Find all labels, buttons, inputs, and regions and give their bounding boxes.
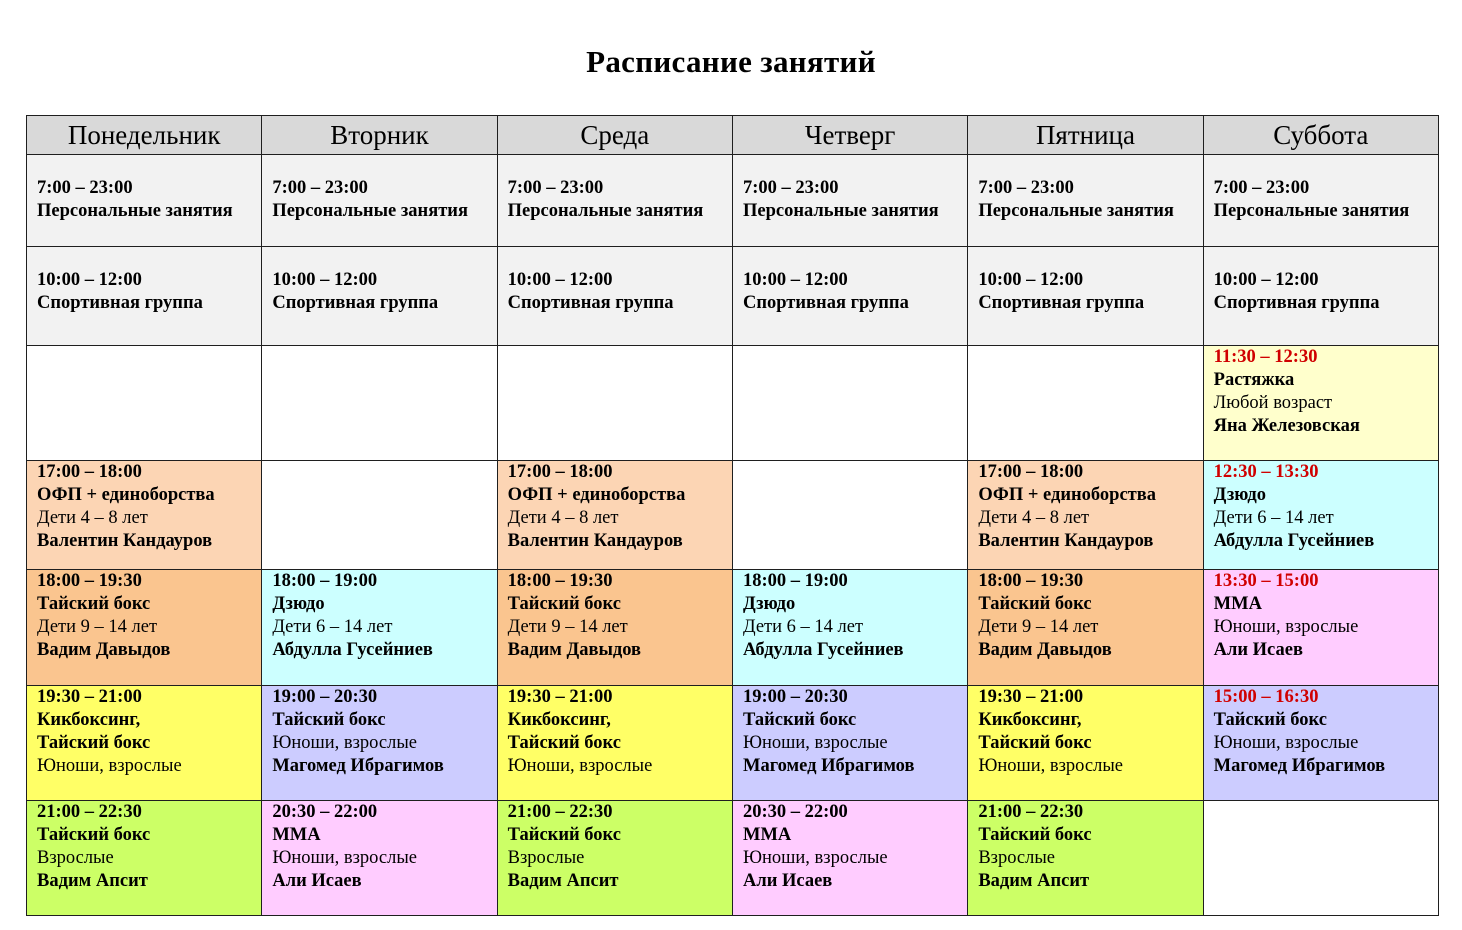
class-time: 18:00 – 19:30 — [507, 571, 613, 591]
empty-cell — [732, 461, 967, 570]
class-coach: Магомед Ибрагимов — [272, 756, 444, 776]
empty-cell — [262, 461, 497, 570]
class-info — [968, 155, 1202, 223]
class-cell — [1203, 155, 1438, 247]
class-cell — [27, 801, 262, 916]
class-time: 13:30 – 15:00 — [1213, 571, 1319, 591]
class-info — [1204, 461, 1438, 553]
schedule-row — [27, 570, 1439, 686]
day-header: Среда — [497, 116, 732, 155]
schedule-row — [27, 461, 1439, 570]
schedule-row — [27, 801, 1439, 916]
class-name: Тайский бокс — [37, 594, 151, 614]
class-time: 18:00 – 19:00 — [742, 571, 848, 591]
class-cell — [1203, 461, 1438, 570]
class-audience: Юноши, взрослые — [37, 756, 182, 776]
class-cell — [497, 570, 732, 686]
class-name: Персональные занятия — [742, 201, 939, 221]
class-cell — [27, 686, 262, 801]
class-info — [262, 686, 496, 778]
class-time: 20:30 – 22:00 — [272, 802, 378, 822]
class-name: ММА — [1213, 594, 1262, 614]
class-name: Тайский бокс — [507, 594, 621, 614]
class-name: Тайский бокс — [507, 733, 621, 753]
class-coach: Валентин Кандауров — [507, 531, 683, 551]
class-time: 17:00 – 18:00 — [37, 462, 142, 482]
class-cell — [1203, 686, 1438, 801]
class-cell — [497, 155, 732, 247]
class-name: Дзюдо — [742, 594, 796, 614]
class-name: Спортивная группа — [37, 293, 203, 313]
class-info — [733, 155, 967, 223]
day-header: Суббота — [1203, 116, 1438, 155]
class-coach: Али Исаев — [742, 871, 833, 891]
class-cell — [262, 247, 497, 346]
class-cell — [1203, 247, 1438, 346]
schedule-table — [26, 115, 1439, 916]
class-audience: Дети 6 – 14 лет — [272, 617, 393, 637]
class-time: 19:00 – 20:30 — [742, 687, 848, 707]
class-coach: Али Исаев — [272, 871, 362, 891]
class-audience: Юноши, взрослые — [507, 756, 653, 776]
class-cell — [968, 155, 1203, 247]
class-audience: Дети 4 – 8 лет — [37, 508, 148, 528]
class-name: Спортивная группа — [507, 293, 674, 313]
class-time: 19:30 – 21:00 — [37, 687, 142, 707]
class-info — [27, 570, 261, 662]
day-header: Пятница — [968, 116, 1203, 155]
class-time: 7:00 – 23:00 — [742, 178, 839, 198]
class-info — [27, 155, 261, 223]
class-info — [27, 686, 261, 778]
class-time: 10:00 – 12:00 — [507, 270, 613, 290]
class-name: Тайский бокс — [37, 825, 151, 845]
class-audience: Юноши, взрослые — [742, 733, 888, 753]
class-audience: Дети 9 – 14 лет — [507, 617, 628, 637]
schedule-row — [27, 346, 1439, 461]
day-header: Вторник — [262, 116, 497, 155]
day-header: Понедельник — [27, 116, 262, 155]
class-coach: Абдулла Гусейниев — [742, 640, 904, 660]
class-cell — [732, 686, 967, 801]
class-info — [27, 461, 261, 553]
class-coach: Магомед Ибрагимов — [742, 756, 915, 776]
class-coach: Вадим Апсит — [978, 871, 1090, 891]
class-cell — [968, 686, 1203, 801]
class-coach: Абдулла Гусейниев — [272, 640, 433, 660]
class-time: 19:30 – 21:00 — [978, 687, 1084, 707]
schedule-row — [27, 686, 1439, 801]
class-cell — [1203, 346, 1438, 461]
class-cell — [968, 461, 1203, 570]
class-time: 7:00 – 23:00 — [272, 178, 368, 198]
class-time: 19:30 – 21:00 — [507, 687, 613, 707]
class-name: Кикбоксинг, — [37, 710, 141, 730]
class-info — [1204, 570, 1438, 662]
class-coach: Яна Железовская — [1213, 416, 1360, 436]
class-cell — [968, 247, 1203, 346]
class-audience: Юноши, взрослые — [1213, 733, 1359, 753]
class-cell — [262, 570, 497, 686]
class-time: 7:00 – 23:00 — [507, 178, 604, 198]
class-name: Спортивная группа — [978, 293, 1145, 313]
class-name: ОФП + единоборства — [978, 485, 1156, 505]
schedule-row — [27, 155, 1439, 247]
class-name: ММА — [272, 825, 321, 845]
class-coach: Магомед Ибрагимов — [1213, 756, 1386, 776]
class-cell — [732, 155, 967, 247]
class-audience: Дети 4 – 8 лет — [507, 508, 619, 528]
class-cell — [27, 570, 262, 686]
class-time: 21:00 – 22:30 — [37, 802, 142, 822]
class-info — [498, 461, 732, 553]
class-name: Тайский бокс — [978, 825, 1092, 845]
class-audience: Дети 6 – 14 лет — [742, 617, 864, 637]
class-name: Дзюдо — [1213, 485, 1266, 505]
class-name: ММА — [742, 825, 792, 845]
day-header: Четверг — [732, 116, 967, 155]
page-title: Расписание занятий — [586, 44, 876, 79]
class-coach: Абдулла Гусейниев — [1213, 531, 1375, 551]
class-coach: Али Исаев — [1213, 640, 1303, 660]
class-cell — [732, 247, 967, 346]
class-info — [498, 155, 732, 223]
empty-cell — [262, 346, 497, 461]
class-info — [1204, 686, 1438, 778]
class-time: 10:00 – 12:00 — [37, 270, 142, 290]
class-audience: Взрослые — [507, 848, 585, 868]
class-info — [27, 801, 261, 893]
class-audience: Любой возраст — [1213, 393, 1333, 413]
class-name: Тайский бокс — [272, 710, 386, 730]
class-info — [968, 801, 1202, 893]
class-name: Спортивная группа — [742, 293, 909, 313]
class-time: 17:00 – 18:00 — [507, 462, 613, 482]
class-cell — [497, 247, 732, 346]
class-time: 19:00 – 20:30 — [272, 687, 378, 707]
class-time: 17:00 – 18:00 — [978, 462, 1084, 482]
class-cell — [262, 155, 497, 247]
class-name: ОФП + единоборства — [37, 485, 215, 505]
schedule-row — [27, 247, 1439, 346]
class-info — [27, 247, 261, 315]
class-audience: Юноши, взрослые — [272, 733, 417, 753]
class-info — [498, 570, 732, 662]
class-info — [733, 801, 967, 893]
class-time: 18:00 – 19:30 — [37, 571, 142, 591]
class-info — [498, 686, 732, 778]
class-cell — [732, 570, 967, 686]
class-name: Тайский бокс — [978, 594, 1092, 614]
class-name: Тайский бокс — [1213, 710, 1327, 730]
class-info — [733, 570, 967, 662]
class-info — [968, 686, 1202, 778]
empty-cell — [732, 346, 967, 461]
class-info — [968, 461, 1202, 553]
empty-cell — [497, 346, 732, 461]
class-audience: Дети 6 – 14 лет — [1213, 508, 1334, 528]
class-info — [1204, 155, 1438, 223]
class-cell — [968, 570, 1203, 686]
class-name: Тайский бокс — [507, 825, 621, 845]
class-audience: Дети 4 – 8 лет — [978, 508, 1090, 528]
empty-cell — [1203, 801, 1438, 916]
class-cell — [27, 461, 262, 570]
class-info — [262, 155, 496, 223]
class-time: 10:00 – 12:00 — [978, 270, 1084, 290]
class-cell — [497, 801, 732, 916]
class-name: Персональные занятия — [1213, 201, 1410, 221]
class-coach: Вадим Апсит — [507, 871, 619, 891]
class-cell — [27, 155, 262, 247]
class-info — [1204, 247, 1438, 315]
class-time: 21:00 – 22:30 — [507, 802, 613, 822]
class-cell — [497, 461, 732, 570]
empty-cell — [27, 346, 262, 461]
class-cell — [968, 801, 1203, 916]
class-cell — [27, 247, 262, 346]
class-info — [262, 801, 496, 893]
class-time: 7:00 – 23:00 — [1213, 178, 1310, 198]
class-time: 7:00 – 23:00 — [37, 178, 133, 198]
class-audience: Юноши, взрослые — [978, 756, 1123, 776]
class-name: Спортивная группа — [272, 293, 439, 313]
class-name: Дзюдо — [272, 594, 325, 614]
class-info — [262, 570, 496, 662]
class-coach: Валентин Кандауров — [978, 531, 1154, 551]
class-info — [498, 801, 732, 893]
class-coach: Вадим Давыдов — [37, 640, 171, 660]
class-info — [968, 570, 1202, 662]
class-time: 18:00 – 19:00 — [272, 571, 378, 591]
class-name: Тайский бокс — [37, 733, 151, 753]
class-name: Тайский бокс — [742, 710, 857, 730]
class-coach: Вадим Давыдов — [507, 640, 642, 660]
class-info — [968, 247, 1202, 315]
class-coach: Вадим Апсит — [37, 871, 148, 891]
class-time: 7:00 – 23:00 — [978, 178, 1074, 198]
class-cell — [262, 686, 497, 801]
class-time: 11:30 – 12:30 — [1213, 347, 1318, 367]
class-audience: Юноши, взрослые — [1213, 617, 1359, 637]
class-time: 15:00 – 16:30 — [1213, 687, 1319, 707]
class-audience: Юноши, взрослые — [272, 848, 417, 868]
class-coach: Валентин Кандауров — [37, 531, 213, 551]
class-time: 18:00 – 19:30 — [978, 571, 1084, 591]
class-info — [498, 247, 732, 315]
class-time: 10:00 – 12:00 — [1213, 270, 1319, 290]
class-info — [733, 686, 967, 778]
class-info — [262, 247, 496, 315]
class-name: Персональные занятия — [978, 201, 1174, 221]
class-audience: Взрослые — [37, 848, 114, 868]
class-audience: Взрослые — [978, 848, 1056, 868]
class-name: Тайский бокс — [978, 733, 1092, 753]
class-time: 21:00 – 22:30 — [978, 802, 1084, 822]
class-name: Персональные занятия — [272, 201, 468, 221]
class-name: Растяжка — [1213, 370, 1295, 390]
class-time: 12:30 – 13:30 — [1213, 462, 1319, 482]
class-name: Кикбоксинг, — [978, 710, 1082, 730]
class-time: 10:00 – 12:00 — [742, 270, 848, 290]
class-name: Персональные занятия — [37, 201, 233, 221]
class-cell — [262, 801, 497, 916]
class-name: Спортивная группа — [1213, 293, 1380, 313]
class-audience: Юноши, взрослые — [742, 848, 888, 868]
class-time: 20:30 – 22:00 — [742, 802, 848, 822]
days-header-row — [27, 116, 1439, 155]
class-name: Персональные занятия — [507, 201, 704, 221]
empty-cell — [968, 346, 1203, 461]
class-cell — [497, 686, 732, 801]
class-time: 10:00 – 12:00 — [272, 270, 378, 290]
class-info — [733, 247, 967, 315]
class-audience: Дети 9 – 14 лет — [978, 617, 1099, 637]
class-cell — [732, 801, 967, 916]
class-name: ОФП + единоборства — [507, 485, 686, 505]
class-coach: Вадим Давыдов — [978, 640, 1112, 660]
class-audience: Дети 9 – 14 лет — [37, 617, 158, 637]
class-cell — [1203, 570, 1438, 686]
class-name: Кикбоксинг, — [507, 710, 611, 730]
class-info — [1204, 346, 1438, 438]
